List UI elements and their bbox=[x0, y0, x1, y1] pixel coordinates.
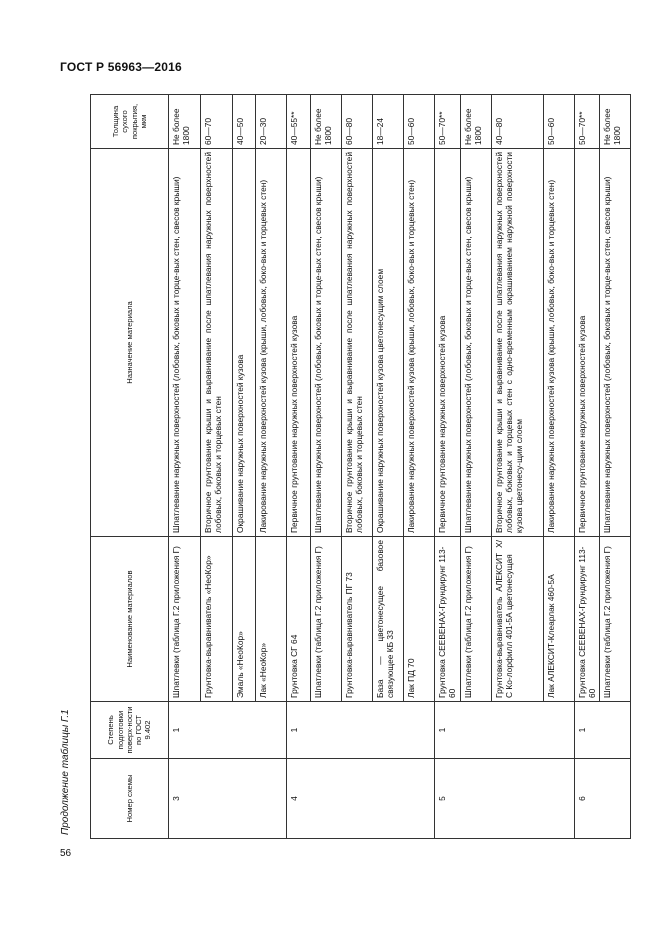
material-name: Лак АЛЕКСИТ-Клеарлак 460-5А bbox=[543, 537, 574, 702]
table-caption: Продолжение таблицы Г.1 bbox=[60, 709, 71, 835]
rotated-table-container bbox=[90, 95, 623, 839]
material-name: Шпатлевки (таблица Г.2 приложения Г) bbox=[169, 537, 201, 702]
page-number: 56 bbox=[60, 848, 72, 859]
table-row bbox=[169, 95, 201, 839]
material-purpose: Шпатлевание наружных поверхностей (лобовых, боковых и торце-вых стен, свесов крыши) bbox=[460, 149, 491, 537]
material-purpose: Окрашивание наружных поверхностей кузова цветонесущим слоем bbox=[373, 149, 404, 537]
material-purpose: Вторичное грунтование крыши и выравнивание после шпатлевания наружных поверхностей лобовых, боковых и торцевых стен с одно-временным окрашиванием наружной поверхности кузова цветонесу-щим слоем bbox=[491, 149, 543, 537]
material-purpose: Первичное грунтование наружных поверхностей кузова bbox=[574, 149, 600, 537]
material-purpose: Шпатлевание наружных поверхностей (лобовых, боковых и торце-вых стен, свесов крыши) bbox=[600, 149, 631, 537]
prep-degree: 1 bbox=[169, 702, 287, 759]
material-name: Шпатлевки (таблица Г.2 приложения Г) bbox=[460, 537, 491, 702]
table-row bbox=[435, 95, 461, 839]
material-name: Грунтовка-выравниватель АЛЕКСИТ Х/С Ко-лорфилл 401-5А цветонесущая bbox=[491, 537, 543, 702]
coating-thickness: 40—50 bbox=[233, 95, 256, 149]
table-row bbox=[287, 95, 311, 839]
material-purpose: Вторичное грунтование крыши и выравнивание после шпатлевания наружных поверхностей лобовых, боковых и торцевых стен bbox=[342, 149, 373, 537]
material-name: Шпатлевки (таблица Г.2 приложения Г) bbox=[311, 537, 342, 702]
col-header-purpose: Назначение материала bbox=[91, 149, 169, 537]
material-name: Грунтовка-выравниватель «НеоКор» bbox=[201, 537, 233, 702]
coating-thickness: 50—60 bbox=[543, 95, 574, 149]
material-name: Грунтовка-выравниватель ПГ 73 bbox=[342, 537, 373, 702]
coating-thickness: Не более 1800 bbox=[311, 95, 342, 149]
material-name: Грунтовка CEEBEHAX-Грундирунг 113-60 bbox=[574, 537, 600, 702]
material-name: Грунтовка CEEBEHAX-Грундирунг 113-60 bbox=[435, 537, 461, 702]
material-purpose: Шпатлевание наружных поверхностей (лобовых, боковых и торце-вых стен, свесов крыши) bbox=[169, 149, 201, 537]
material-purpose: Лакирование наружных поверхностей кузова (крыши, лобовых, боко-вых и торцевых стен) bbox=[404, 149, 435, 537]
material-purpose: Окрашивание наружных поверхностей кузова bbox=[233, 149, 256, 537]
coating-thickness: 20—30 bbox=[256, 95, 287, 149]
prep-degree: 1 bbox=[287, 702, 435, 759]
scheme-number: 6 bbox=[574, 759, 631, 839]
table-header-row bbox=[91, 95, 169, 839]
material-name: Грунтовка СГ 64 bbox=[287, 537, 311, 702]
coating-thickness: Не более 1800 bbox=[169, 95, 201, 149]
coating-thickness: 40—55** bbox=[287, 95, 311, 149]
coating-thickness: 60—80 bbox=[342, 95, 373, 149]
document-header: ГОСТ Р 56963—2016 bbox=[60, 60, 182, 74]
col-header-material: Наименование материалов bbox=[91, 537, 169, 702]
material-name: Лак ПД 70 bbox=[404, 537, 435, 702]
coating-thickness: 50—70** bbox=[435, 95, 461, 149]
col-header-scheme: Номер схемы bbox=[91, 759, 169, 839]
col-header-thickness: Толщина сухого покрытия, мкм bbox=[91, 95, 169, 149]
material-purpose: Вторичное грунтование крыши и выравнивание после шпатлевания наружных поверхностей лобовых, боковых и торцевых стен bbox=[201, 149, 233, 537]
col-header-degree: Степень подготовки поверх-ности по ГОСТ 9.402 bbox=[91, 702, 169, 759]
coating-thickness: 18—24 bbox=[373, 95, 404, 149]
material-name: Эмаль «НеоКор» bbox=[233, 537, 256, 702]
prep-degree: 1 bbox=[435, 702, 575, 759]
coating-thickness: Не более 1800 bbox=[460, 95, 491, 149]
coating-thickness: 40—80 bbox=[491, 95, 543, 149]
coating-thickness: 60—70 bbox=[201, 95, 233, 149]
material-name: Лак «НеоКор» bbox=[256, 537, 287, 702]
material-purpose: Первичное грунтование наружных поверхностей кузова bbox=[287, 149, 311, 537]
table-row bbox=[574, 95, 600, 839]
coating-thickness: Не более 1800 bbox=[600, 95, 631, 149]
material-purpose: Шпатлевание наружных поверхностей (лобовых, боковых и торце-вых стен, свесов крыши) bbox=[311, 149, 342, 537]
material-name: База — цветонесущее базовое связующее КБ 33 bbox=[373, 537, 404, 702]
prep-degree: 1 bbox=[574, 702, 631, 759]
material-purpose: Лакирование наружных поверхностей кузова (крыши, лобовых, боко-вых и торцевых стен) bbox=[256, 149, 287, 537]
coating-schemes-table bbox=[90, 94, 631, 839]
coating-thickness: 50—60 bbox=[404, 95, 435, 149]
scheme-number: 4 bbox=[287, 759, 435, 839]
scheme-number: 5 bbox=[435, 759, 575, 839]
material-purpose: Лакирование наружных поверхностей кузова (крыши, лобовых, боко-вых и торцевых стен) bbox=[543, 149, 574, 537]
coating-thickness: 50—70** bbox=[574, 95, 600, 149]
material-name: Шпатлевки (таблица Г.2 приложения Г) bbox=[600, 537, 631, 702]
material-purpose: Первичное грунтование наружных поверхностей кузова bbox=[435, 149, 461, 537]
scheme-number: 3 bbox=[169, 759, 287, 839]
